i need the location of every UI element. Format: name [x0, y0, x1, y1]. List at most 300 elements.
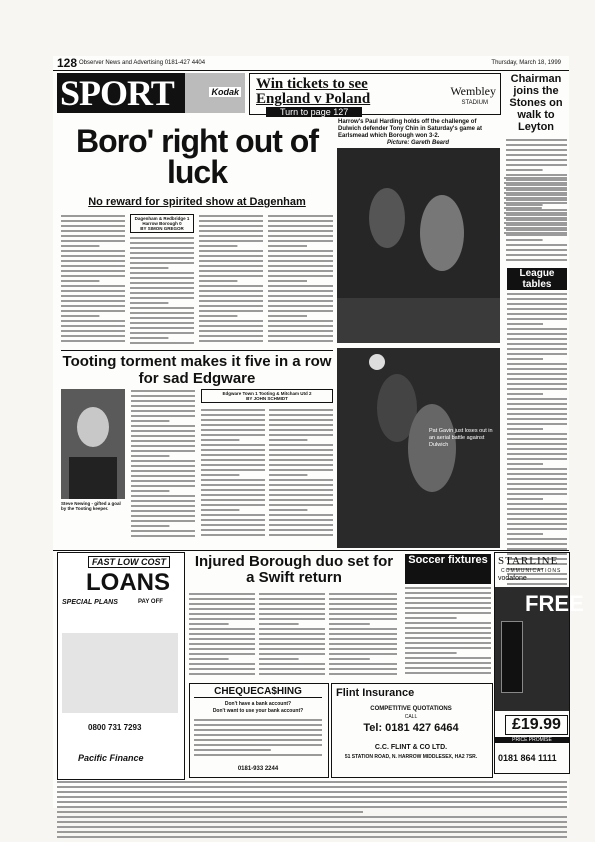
text-line — [405, 662, 491, 664]
text-line — [269, 424, 333, 426]
loans-phone[interactable]: 0800 731 7293 — [88, 723, 142, 732]
text-line — [57, 806, 567, 808]
third-column-1 — [189, 592, 255, 678]
text-line — [201, 504, 265, 506]
text-line — [507, 368, 567, 370]
text-lines — [507, 292, 567, 592]
text-line — [504, 197, 567, 199]
text-line — [269, 469, 333, 471]
text-line — [507, 493, 567, 495]
starline-advert[interactable] — [494, 552, 584, 774]
text-line — [507, 333, 567, 335]
second-photo-caption: Pat Gavin just loses out in an aerial battle against Dulwich — [429, 428, 493, 448]
text-line — [269, 519, 333, 521]
text-line — [131, 495, 195, 497]
text-line — [201, 494, 265, 496]
text-line — [507, 403, 567, 405]
text-line — [61, 245, 99, 247]
text-line — [130, 277, 194, 279]
text-line — [329, 648, 397, 650]
mobile-phone-icon — [501, 621, 523, 693]
text-line — [269, 414, 333, 416]
text-line — [507, 458, 567, 460]
text-line — [201, 454, 265, 456]
text-line — [201, 434, 265, 436]
text-line — [269, 514, 333, 516]
text-line — [131, 430, 195, 432]
text-line — [201, 429, 265, 431]
header-rule — [53, 70, 569, 71]
text-line — [329, 658, 370, 660]
text-line — [61, 285, 125, 287]
text-line — [131, 510, 195, 512]
text-line — [507, 373, 567, 375]
text-line — [507, 338, 567, 340]
loans-advert[interactable] — [57, 552, 185, 780]
text-line — [268, 250, 333, 252]
text-line — [131, 470, 195, 472]
text-line — [504, 187, 567, 189]
text-lines — [199, 214, 263, 346]
text-line — [194, 744, 322, 746]
text-line — [506, 154, 567, 156]
text-line — [61, 240, 125, 242]
text-line — [130, 322, 194, 324]
text-line — [189, 628, 255, 630]
second-column-3 — [269, 408, 333, 539]
text-line — [189, 598, 255, 600]
text-line — [269, 474, 307, 476]
text-line — [269, 459, 333, 461]
text-line — [194, 719, 322, 721]
text-line — [131, 465, 195, 467]
text-line — [269, 419, 333, 421]
text-line — [130, 332, 194, 334]
text-line — [189, 668, 255, 670]
flint-address: 51 STATION ROAD, N. HARROW MIDDLESEX, HA2 7SR. — [344, 754, 478, 760]
text-line — [130, 242, 194, 244]
lead-photo — [337, 148, 500, 343]
text-lines — [130, 236, 194, 346]
text-lines — [201, 408, 265, 539]
football-action-image — [337, 148, 500, 343]
lead-column-1 — [61, 214, 125, 346]
text-line — [194, 724, 322, 726]
text-line — [130, 237, 194, 239]
text-line — [130, 307, 194, 309]
text-line — [201, 484, 265, 486]
text-line — [131, 395, 195, 397]
text-line — [199, 270, 263, 272]
text-line — [507, 408, 567, 410]
flint-call: CALL — [404, 714, 418, 720]
text-line — [405, 602, 491, 604]
text-line — [506, 239, 543, 241]
text-line — [269, 429, 333, 431]
text-line — [507, 523, 567, 525]
text-line — [201, 469, 265, 471]
text-line — [259, 608, 325, 610]
text-line — [405, 617, 457, 619]
paper-name: Observer News and Advertising 0181-427 4404 — [79, 60, 206, 66]
text-line — [201, 489, 265, 491]
text-line — [201, 534, 265, 536]
league-table — [507, 292, 567, 592]
text-lines — [194, 718, 322, 762]
text-line — [504, 207, 542, 209]
text-line — [201, 479, 265, 481]
text-line — [61, 255, 125, 257]
text-line — [201, 459, 265, 461]
starline-phone[interactable]: 0181 864 1111 — [498, 753, 557, 763]
text-line — [405, 657, 491, 659]
text-line — [507, 313, 567, 315]
text-line — [131, 450, 195, 452]
text-line — [194, 749, 271, 751]
text-line — [329, 628, 397, 630]
text-line — [504, 227, 567, 229]
text-line — [194, 734, 322, 736]
text-line — [269, 439, 307, 441]
text-line — [329, 603, 397, 605]
text-line — [405, 592, 491, 594]
text-line — [131, 520, 195, 522]
text-line — [131, 525, 169, 527]
text-line — [259, 638, 325, 640]
text-line — [189, 593, 255, 595]
text-line — [507, 453, 567, 455]
text-line — [507, 538, 567, 540]
text-line — [57, 781, 567, 783]
text-line — [189, 623, 229, 625]
text-line — [199, 340, 263, 342]
text-line — [259, 618, 325, 620]
newspaper-page — [53, 56, 584, 808]
text-line — [507, 328, 567, 330]
text-line — [268, 245, 307, 247]
text-line — [199, 275, 263, 277]
phone-offer-panel — [495, 587, 584, 711]
text-line — [506, 139, 567, 141]
text-line — [259, 628, 325, 630]
text-line — [268, 290, 333, 292]
text-line — [130, 297, 194, 299]
text-line — [131, 530, 195, 532]
third-column-3 — [329, 592, 397, 678]
text-line — [507, 293, 567, 295]
text-line — [57, 801, 567, 803]
sponsor-logo — [185, 73, 245, 113]
text-line — [268, 340, 333, 342]
cheque-phone[interactable]: 0181-933 2244 — [237, 766, 279, 772]
text-line — [405, 637, 491, 639]
promo-page-link[interactable]: Turn to page 127 — [266, 107, 362, 117]
text-line — [507, 483, 567, 485]
text-line — [61, 225, 125, 227]
text-line — [61, 220, 125, 222]
lead-photo-credit: Picture: Gareth Beard — [386, 140, 450, 146]
text-line — [269, 494, 333, 496]
text-line — [405, 587, 491, 589]
text-line — [199, 280, 237, 282]
text-line — [268, 260, 333, 262]
text-line — [269, 499, 333, 501]
text-line — [130, 272, 194, 274]
loan-rate-table — [62, 633, 178, 713]
vodafone-logo: vodafone — [498, 575, 527, 582]
text-lines — [269, 408, 333, 539]
text-line — [57, 786, 567, 788]
text-line — [506, 169, 543, 171]
portrait-image — [61, 389, 125, 499]
text-line — [507, 443, 567, 445]
text-lines — [405, 586, 491, 678]
text-line — [329, 598, 397, 600]
text-line — [504, 192, 567, 194]
text-line — [268, 235, 333, 237]
text-line — [504, 182, 567, 184]
text-line — [268, 275, 333, 277]
second-column-2 — [201, 408, 265, 539]
text-line — [259, 663, 325, 665]
text-line — [130, 252, 194, 254]
text-line — [268, 240, 333, 242]
text-line — [507, 448, 567, 450]
text-line — [507, 478, 567, 480]
text-line — [506, 249, 567, 251]
text-line — [199, 265, 263, 267]
sidebar-story — [504, 176, 567, 238]
text-line — [131, 535, 195, 537]
text-line — [131, 390, 195, 392]
text-line — [201, 499, 265, 501]
page-header — [53, 56, 569, 70]
second-byline-team: Edgware Town 1 Tooting & Mitcham Utd 2 — [222, 391, 312, 396]
text-line — [201, 519, 265, 521]
text-line — [201, 409, 265, 411]
venue-sub: STADIUM — [461, 100, 488, 106]
text-line — [131, 445, 195, 447]
text-lines — [268, 214, 333, 346]
text-line — [130, 317, 194, 319]
text-line — [259, 653, 325, 655]
text-line — [507, 423, 567, 425]
text-line — [189, 613, 255, 615]
text-line — [199, 235, 263, 237]
text-line — [61, 260, 125, 262]
lead-photo-caption: Harrow's Paul Harding holds off the challenge of Dulwich defender Tony Chin in Saturday's game at Earlsmead which Borough won 3-2. Picture: Gareth Beard — [338, 119, 498, 147]
text-line — [269, 504, 333, 506]
text-line — [506, 244, 567, 246]
text-line — [268, 320, 333, 322]
page-number: 128 — [57, 56, 78, 70]
text-line — [189, 608, 255, 610]
chequecashing-advert[interactable] — [189, 683, 329, 778]
text-lines — [61, 214, 125, 346]
text-line — [405, 652, 457, 654]
text-line — [194, 739, 322, 741]
second-headline: Tooting torment makes it five in a row for sad Edgware — [62, 353, 332, 387]
text-line — [507, 463, 543, 465]
player-portrait — [61, 389, 125, 499]
text-line — [61, 305, 125, 307]
text-line — [130, 327, 194, 329]
text-line — [131, 490, 169, 492]
text-line — [405, 597, 491, 599]
text-line — [131, 400, 195, 402]
text-line — [507, 323, 543, 325]
text-line — [269, 484, 333, 486]
third-column-2 — [259, 592, 325, 678]
issue-date: Thursday, March 18, 1999 — [491, 60, 561, 66]
flint-phone[interactable]: Tel: 0181 427 6464 — [363, 722, 459, 734]
text-line — [329, 608, 397, 610]
text-line — [268, 215, 333, 217]
cheque-title: CHEQUECA$HING — [194, 686, 322, 698]
text-line — [269, 454, 333, 456]
text-line — [507, 468, 567, 470]
text-line — [268, 270, 333, 272]
text-line — [130, 267, 168, 269]
text-line — [61, 310, 125, 312]
text-line — [199, 285, 263, 287]
text-line — [199, 335, 263, 337]
text-line — [507, 418, 567, 420]
flint-company: C.C. FLINT & CO LTD. — [374, 744, 448, 751]
flint-insurance-advert[interactable] — [331, 683, 493, 778]
text-line — [131, 425, 195, 427]
text-lines — [259, 592, 325, 678]
text-line — [269, 534, 333, 536]
text-line — [259, 673, 325, 675]
lead-column-2 — [130, 236, 194, 346]
phone-price: £19.99 — [505, 715, 568, 735]
cheque-details — [194, 718, 322, 762]
text-line — [57, 831, 567, 833]
text-line — [131, 515, 195, 517]
sponsor-name: Kodak — [211, 87, 239, 97]
text-line — [506, 159, 567, 161]
text-line — [329, 623, 370, 625]
text-line — [57, 816, 567, 818]
text-line — [61, 325, 125, 327]
text-line — [507, 393, 543, 395]
text-line — [189, 653, 255, 655]
text-line — [199, 325, 263, 327]
text-line — [259, 648, 325, 650]
text-line — [131, 435, 195, 437]
text-line — [61, 235, 125, 237]
text-line — [199, 315, 237, 317]
text-line — [199, 320, 263, 322]
text-line — [199, 295, 263, 297]
loans-header: FAST LOW COST — [88, 556, 170, 568]
pay-off: PAY OFF — [138, 599, 163, 605]
text-line — [130, 342, 194, 344]
text-line — [506, 259, 567, 261]
story-divider — [61, 350, 333, 351]
special-plans: SPECIAL PLANS — [62, 599, 118, 606]
text-line — [329, 673, 397, 675]
text-line — [61, 275, 125, 277]
text-line — [259, 593, 325, 595]
text-line — [269, 449, 333, 451]
text-line — [507, 398, 567, 400]
text-line — [201, 509, 239, 511]
text-line — [131, 415, 195, 417]
text-line — [506, 149, 567, 151]
text-line — [269, 464, 333, 466]
text-line — [268, 325, 333, 327]
text-line — [405, 642, 491, 644]
text-line — [131, 480, 195, 482]
text-line — [131, 420, 169, 422]
text-line — [507, 428, 543, 430]
portrait-caption: Steve Newing - gifted a goal by the Tooting keeper. — [61, 501, 121, 511]
text-line — [199, 250, 263, 252]
text-line — [329, 593, 397, 595]
text-line — [61, 300, 125, 302]
text-line — [329, 668, 397, 670]
text-lines — [57, 780, 567, 840]
text-line — [507, 518, 567, 520]
text-line — [194, 754, 322, 756]
text-line — [329, 618, 397, 620]
text-line — [268, 265, 333, 267]
text-line — [131, 440, 195, 442]
text-line — [268, 280, 307, 282]
text-line — [507, 388, 567, 390]
text-line — [268, 230, 333, 232]
text-line — [57, 826, 567, 828]
text-line — [57, 791, 567, 793]
ticket-promo[interactable] — [249, 73, 501, 115]
lead-byline — [130, 214, 194, 233]
starline-name: STARLINE — [498, 555, 559, 567]
text-line — [504, 177, 567, 179]
text-line — [130, 337, 168, 339]
text-line — [130, 257, 194, 259]
text-line — [405, 627, 491, 629]
text-line — [131, 405, 195, 407]
text-line — [506, 164, 567, 166]
text-line — [405, 667, 491, 669]
text-line — [507, 413, 567, 415]
text-line — [329, 643, 397, 645]
text-line — [268, 295, 333, 297]
text-line — [268, 220, 333, 222]
text-line — [199, 215, 263, 217]
text-line — [61, 290, 125, 292]
text-line — [504, 232, 567, 234]
lead-column-4 — [268, 214, 333, 346]
text-line — [189, 648, 255, 650]
text-line — [269, 479, 333, 481]
text-lines — [189, 592, 255, 678]
text-line — [507, 358, 543, 360]
text-line — [259, 598, 325, 600]
text-line — [57, 796, 567, 798]
text-line — [61, 270, 125, 272]
text-line — [269, 509, 307, 511]
fixtures-list — [405, 586, 491, 678]
second-byline-author: BY JOHN SCHMIDT — [246, 396, 288, 401]
text-line — [189, 673, 255, 675]
text-line — [130, 282, 194, 284]
text-line — [269, 529, 333, 531]
text-line — [131, 475, 195, 477]
text-line — [507, 303, 567, 305]
